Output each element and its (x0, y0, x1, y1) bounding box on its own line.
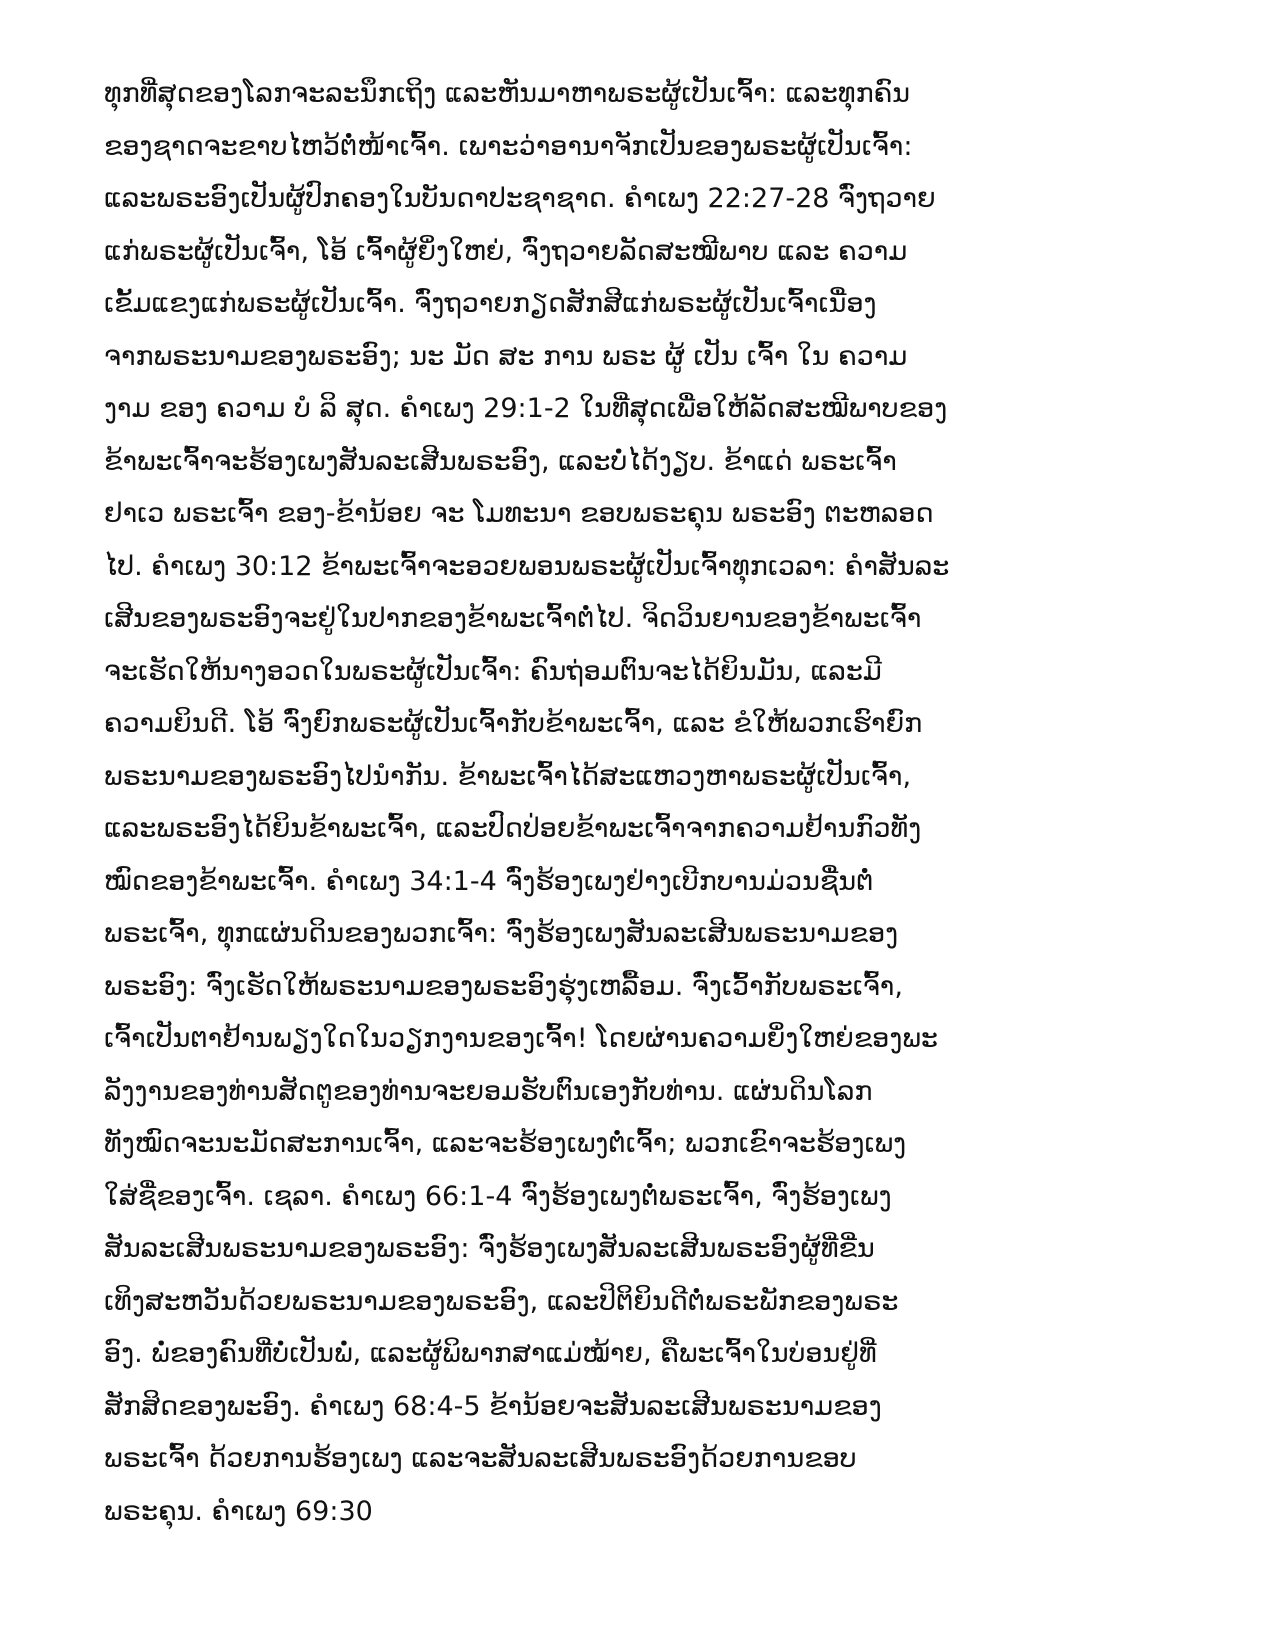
text-line: ແກ່ພຣະຜູ້ເປັນເຈົ້າ, ໂອ້ ເຈົ້າຜູ້ຍິ່ງໃຫຍ່, ຈົ່ງຖວາຍລັດສະໝີພາບ ແລະ ຄວາມ (104, 235, 908, 267)
text-line: ທັງໝົດຈະນະມັດສະການເຈົ້າ, ແລະຈະຮ້ອງເພງຕໍ່ເຈົ້າ; ພວກເຂົາຈະຮ້ອງເພງ (104, 1128, 907, 1159)
text-line: ໝົດຂອງຂ້າພະເຈົ້າ. ຄຳເພງ 34:1-4 ຈົ່ງຮ້ອງເພງຢ່າງເບີກບານມ່ວນຊື່ນຕໍ່ (104, 865, 874, 897)
text-line: ພຣະເຈົ້າ ດ້ວຍການຮ້ອງເພງ ແລະຈະສັນລະເສີນພຣະອົງດ້ວຍການຂອບ (104, 1443, 857, 1474)
text-line: ຈະເຮັດໃຫ້ນາງອວດໃນພຣະຜູ້ເປັນເຈົ້າ: ຄົນຖ່ອມຕົນຈະໄດ້ຍິນມັນ, ແລະມີ (104, 655, 882, 687)
text-line: ເຈົ້າເປັນຕາຢ້ານພຽງໃດໃນວຽກງານຂອງເຈົ້າ! ໂດຍຜ່ານຄວາມຍິ່ງໃຫຍ່ຂອງພະ (104, 1023, 939, 1054)
text-line: ຂ້າພະເຈົ້າຈະຮ້ອງເພງສັນລະເສີນພຣະອົງ, ແລະບໍ່ໄດ້ງຽບ. ຂ້າແດ່ ພຣະເຈົ້າ (104, 445, 897, 477)
text-line: ໄປ. ຄຳເພງ 30:12 ຂ້າພະເຈົ້າຈະອວຍພອນພຣະຜູ້ເປັນເຈົ້າທຸກເວລາ: ຄຳສັນລະ (104, 550, 950, 582)
text-line: ຢາເວ ພຣະເຈົ້າ ຂອງ-ຂ້ານ້ອຍ ຈະ ໂມທະນາ ຂອບພຣະຄຸນ ພຣະອົງ ຕະຫລອດ (104, 498, 934, 529)
text-line: ພຣະເຈົ້າ, ທຸກແຜ່ນດິນຂອງພວກເຈົ້າ: ຈົ່ງຮ້ອງເພງສັນລະເສີນພຣະນາມຂອງ (104, 918, 899, 949)
text-line: ລັງງານຂອງທ່ານສັດຕູຂອງທ່ານຈະຍອມຮັບຕົນເອງກັບທ່ານ. ແຜ່ນດິນໂລກ (104, 1075, 873, 1107)
text-line: ທຸກທີ່ສຸດຂອງໂລກຈະລະນຶກເຖິງ ແລະຫັນມາຫາພຣະຜູ້ເປັນເຈົ້າ: ແລະທຸກຄົນ (104, 78, 911, 109)
text-line: ຄວາມຍິນດີ. ໂອ້ ຈົ່ງຍົກພຣະຜູ້ເປັນເຈົ້າກັບຂ້າພະເຈົ້າ, ແລະ ຂໍໃຫ້ພວກເຮົາຍົກ (104, 708, 923, 739)
text-line: ເທິງສະຫວັນດ້ວຍພຣະນາມຂອງພຣະອົງ, ແລະປິຕິຍິນດີຕໍ່ພຣະພັກຂອງພຣະ (104, 1285, 899, 1317)
text-line: ເຂັ້ມແຂງແກ່ພຣະຜູ້ເປັນເຈົ້າ. ຈົ່ງຖວາຍກຽດສັກສີແກ່ພຣະຜູ້ເປັນເຈົ້າເນື່ອງ (104, 288, 877, 319)
text-line: ອົງ. ພໍ່ຂອງຄົນທີ່ບໍ່ເປັນພໍ່, ແລະຜູ້ພິພາກສາແມ່ໝ້າຍ, ຄືພະເຈົ້າໃນບ່ອນຢູ່ທີ່ (104, 1338, 877, 1369)
text-line: ພຣະຄຸນ. ຄຳເພງ 69:30 (104, 1495, 373, 1527)
text-line: ພຣະນາມຂອງພຣະອົງໄປນຳກັນ. ຂ້າພະເຈົ້າໄດ້ສະແຫວງຫາພຣະຜູ້ເປັນເຈົ້າ, (104, 760, 912, 792)
text-line: ສັນລະເສີນພຣະນາມຂອງພຣະອົງ: ຈົ່ງຮ້ອງເພງສັນລະເສີນພຣະອົງຜູ້ທີ່ຂີ່ນ (104, 1233, 875, 1264)
text-line: ຈາກພຣະນາມຂອງພຣະອົງ; ນະ ມັດ ສະ ການ ພຣະ ຜູ້ ເປັນ ເຈົ້າ ໃນ ຄວາມ (104, 340, 908, 372)
text-line: ໃສ່ຊື່ຂອງເຈົ້າ. ເຊລາ. ຄຳເພງ 66:1-4 ຈົ່ງຮ້ອງເພງຕໍ່ພຣະເຈົ້າ, ຈົ່ງຮ້ອງເພງ (104, 1180, 892, 1212)
text-line: ແລະພຣະອົງໄດ້ຍິນຂ້າພະເຈົ້າ, ແລະປົດປ່ອຍຂ້າພະເຈົ້າຈາກຄວາມຢ້ານກົວທັງ (104, 813, 922, 844)
text-line: ງາມ ຂອງ ຄວາມ ບໍ ລິ ສຸດ. ຄຳເພງ 29:1-2 ໃນທີ່ສຸດເພື່ອໃຫ້ລັດສະໝີພາບຂອງ (104, 393, 948, 424)
text-line: ຂອງຊາດຈະຂາບໄຫວ້ຕໍ່ໜ້າເຈົ້າ. ເພາະວ່າອານາຈັກເປັນຂອງພຣະຜູ້ເປັນເຈົ້າ: (104, 130, 913, 162)
text-line: ສັກສິດຂອງພະອົງ. ຄຳເພງ 68:4-5 ຂ້ານ້ອຍຈະສັນລະເສີນພຣະນາມຂອງ (104, 1390, 882, 1422)
text-line: ພຣະອົງ: ຈົ່ງເຮັດໃຫ້ພຣະນາມຂອງພຣະອົງຮຸ່ງເຫລື້ອມ. ຈົ່ງເວົ້າກັບພຣະເຈົ້າ, (104, 970, 903, 1002)
text-line: ເສີນຂອງພຣະອົງຈະຢູ່ໃນປາກຂອງຂ້າພະເຈົ້າຕໍ່ໄປ. ຈິດວິນຍານຂອງຂ້າພະເຈົ້າ (104, 603, 922, 634)
document-body-text (104, 68, 1184, 1538)
text-line: ແລະພຣະອົງເປັນຜູ້ປົກຄອງໃນບັນດາປະຊາຊາດ. ຄຳເພງ 22:27-28 ຈົ່ງຖວາຍ (104, 183, 936, 214)
